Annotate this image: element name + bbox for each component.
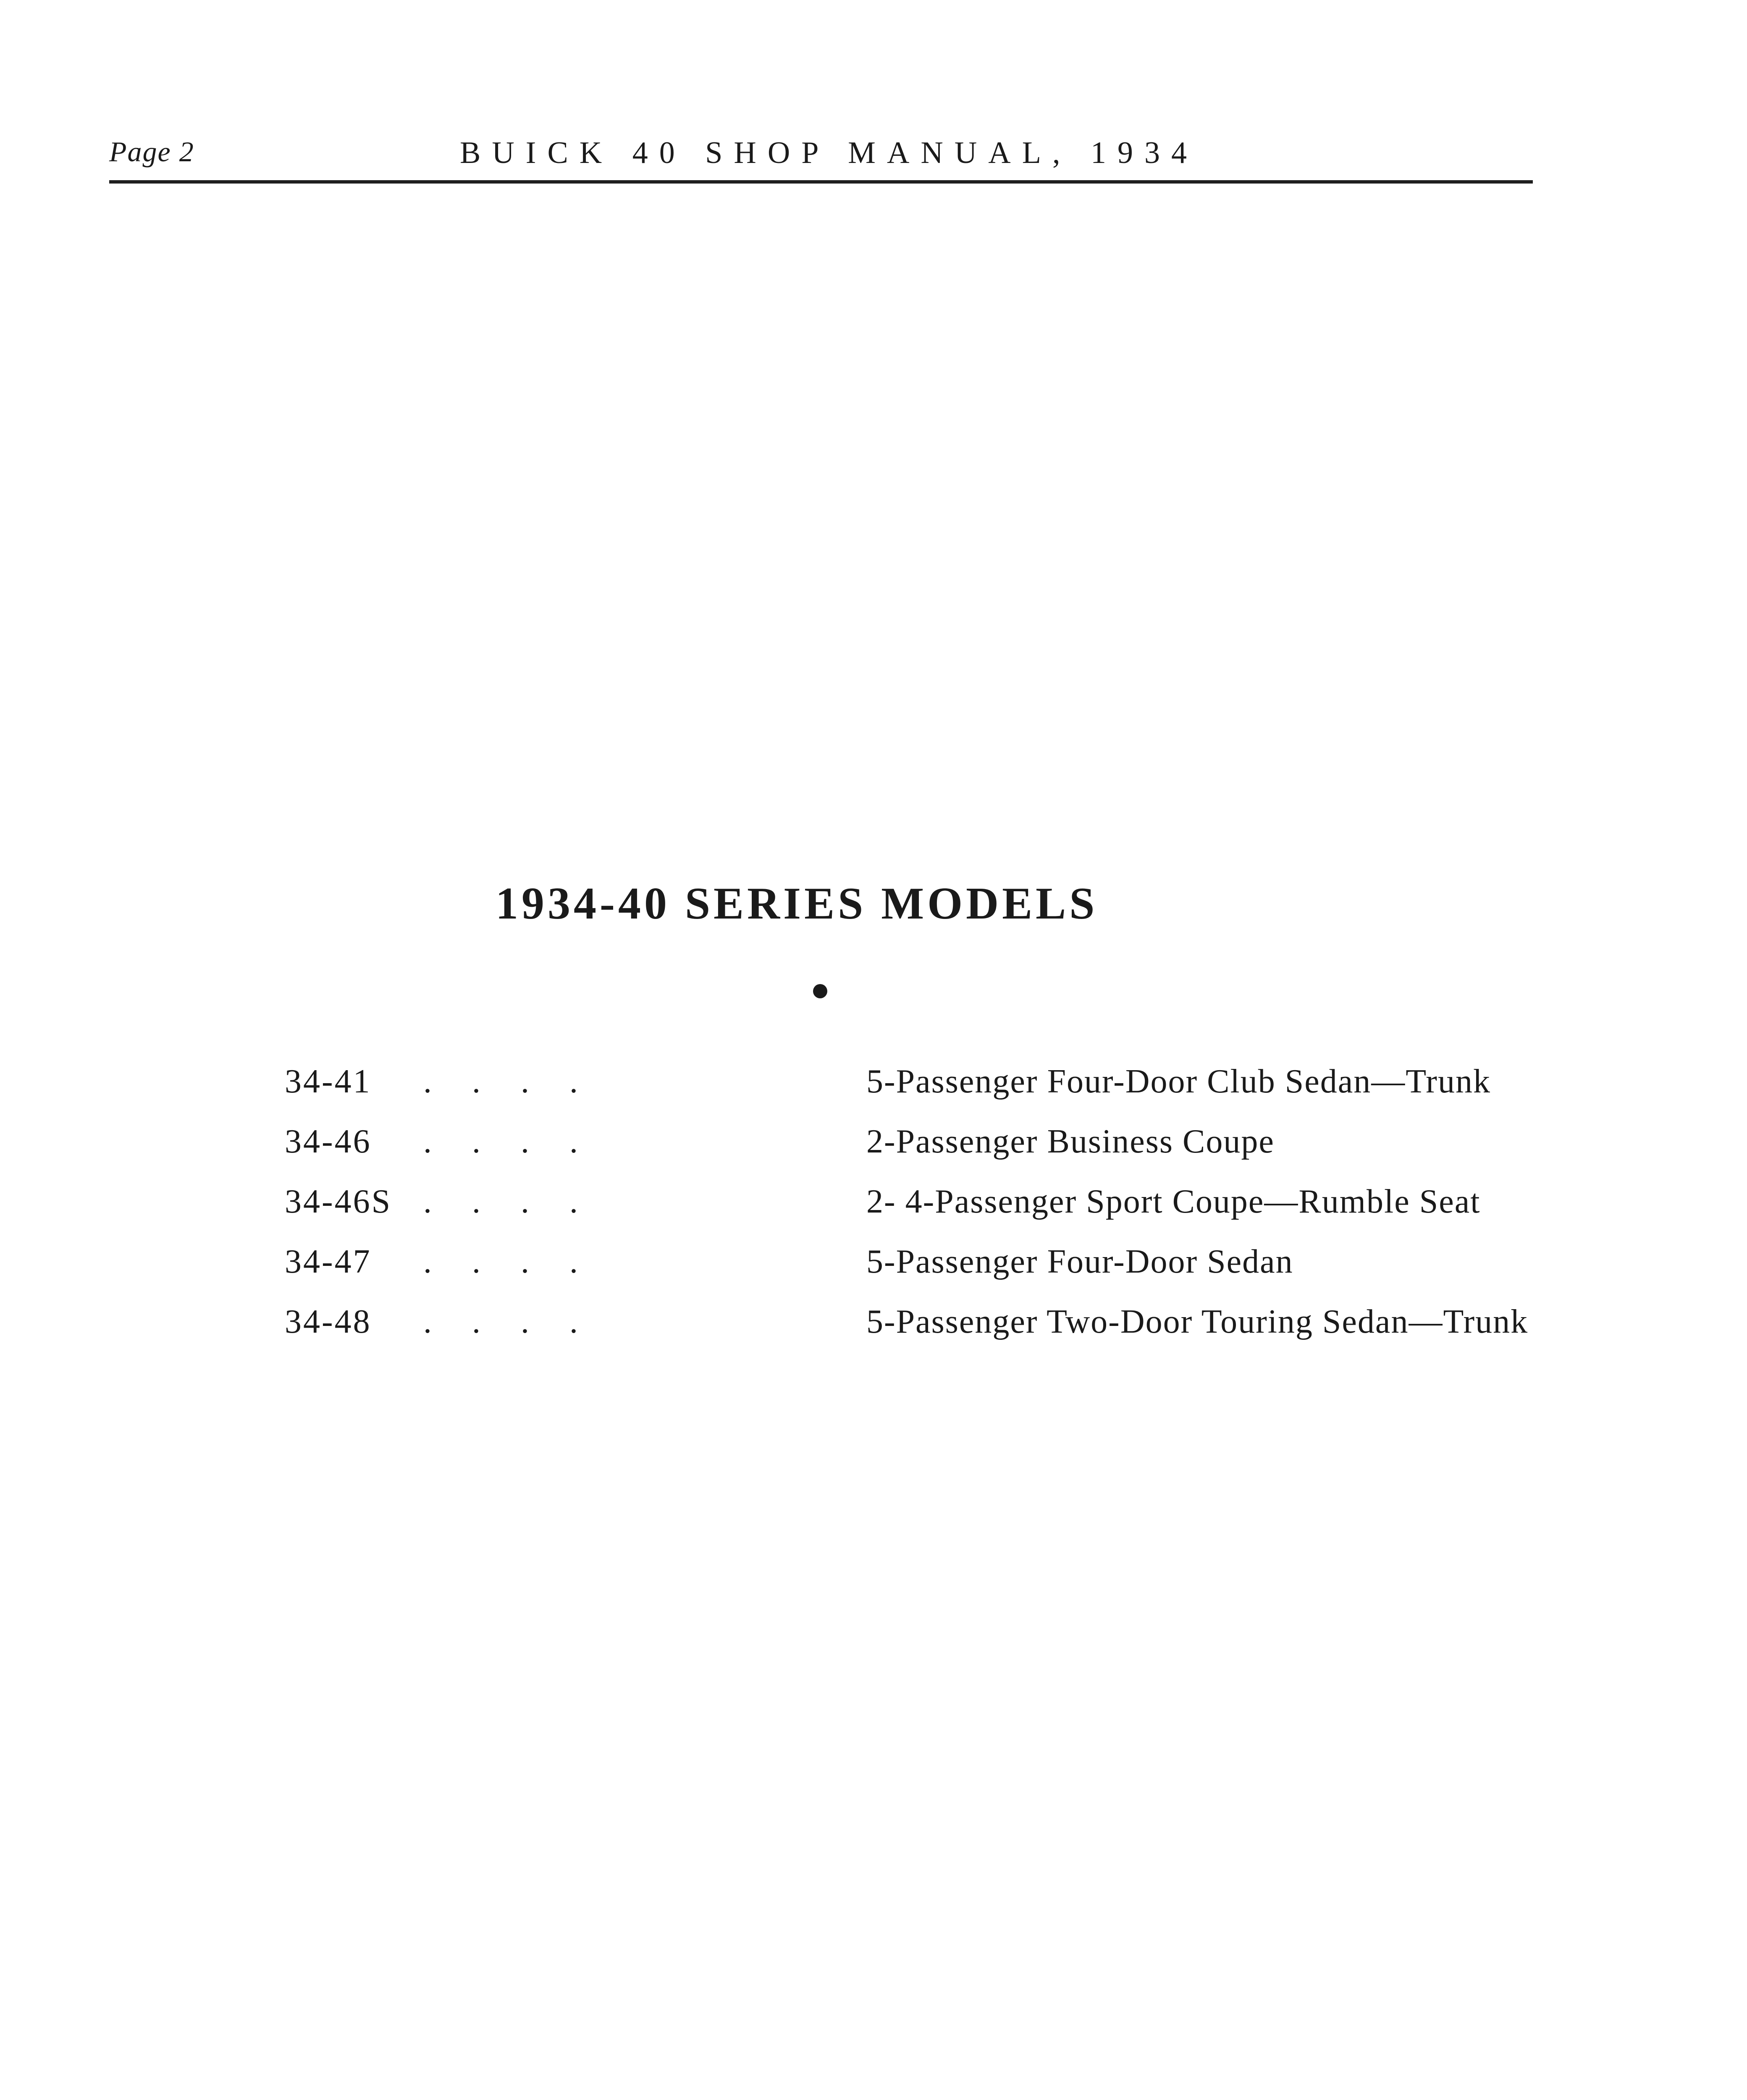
model-description: 5-Passenger Four-Door Club Sedan—Trunk bbox=[866, 1063, 1491, 1100]
section-title: 1934-40 SERIES MODELS bbox=[496, 879, 1098, 929]
model-code: 34-41 bbox=[285, 1063, 372, 1100]
list-item bbox=[285, 1183, 1481, 1243]
list-item bbox=[285, 1303, 1529, 1363]
bullet-ornament bbox=[813, 984, 827, 998]
list-item bbox=[285, 1243, 1419, 1303]
dot-leader: . . . . bbox=[423, 1243, 594, 1280]
model-code: 34-46S bbox=[285, 1183, 392, 1220]
model-code: 34-48 bbox=[285, 1303, 372, 1340]
model-description: 2-Passenger Business Coupe bbox=[866, 1123, 1275, 1160]
page-number: Page 2 bbox=[109, 136, 194, 168]
model-code: 34-46 bbox=[285, 1123, 372, 1160]
model-description: 2- 4-Passenger Sport Coupe—Rumble Seat bbox=[866, 1183, 1481, 1220]
models-list bbox=[285, 1063, 1529, 1363]
running-title: BUICK 40 SHOP MANUAL, 1934 bbox=[460, 136, 1198, 170]
dot-leader: . . . . bbox=[423, 1123, 594, 1160]
model-code: 34-47 bbox=[285, 1243, 372, 1280]
model-description: 5-Passenger Two-Door Touring Sedan—Trunk bbox=[866, 1303, 1529, 1340]
dot-leader: . . . . bbox=[423, 1303, 594, 1340]
list-item bbox=[285, 1063, 1491, 1123]
dot-leader: . . . . bbox=[423, 1063, 594, 1100]
model-description: 5-Passenger Four-Door Sedan bbox=[866, 1243, 1293, 1280]
dot-leader: . . . . bbox=[423, 1183, 594, 1220]
header-rule bbox=[109, 180, 1533, 184]
list-item bbox=[285, 1123, 1419, 1183]
